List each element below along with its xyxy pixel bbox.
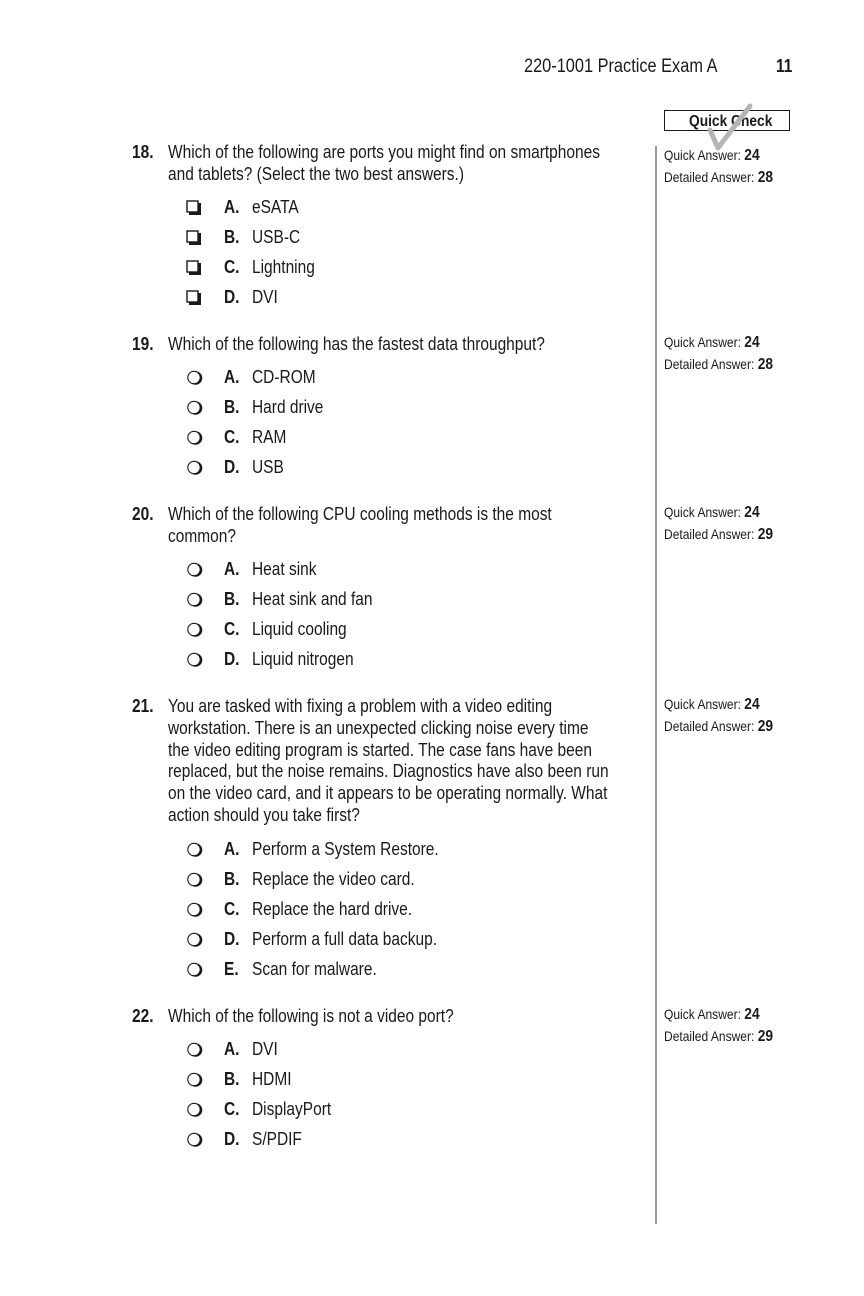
option-text: DVI (252, 1039, 278, 1059)
option-letter: E. (224, 959, 239, 979)
answer-option[interactable] (0, 397, 640, 423)
answer-checkbox[interactable] (185, 228, 203, 246)
quick-answer-label: Quick Answer: (664, 696, 741, 712)
answer-option[interactable] (0, 367, 640, 393)
option-text: Lightning (252, 257, 315, 277)
option-text: Liquid cooling (252, 619, 347, 639)
answer-option[interactable] (0, 1039, 640, 1065)
option-text: HDMI (252, 1069, 292, 1089)
detailed-answer-page: 29 (757, 526, 774, 543)
detailed-answer-page: 29 (757, 718, 774, 735)
option-letter: A. (224, 559, 240, 579)
answer-option[interactable] (0, 1129, 640, 1155)
option-letter: D. (224, 287, 240, 307)
quick-answer-row (664, 504, 827, 526)
option-letter: C. (224, 619, 240, 639)
answer-option[interactable] (0, 869, 640, 895)
answer-radio[interactable] (185, 1100, 203, 1118)
quick-answer-row (664, 696, 827, 718)
question-text-line: replaced, but the noise remains. Diagnostics have also been run (168, 761, 609, 782)
question-text-line: common? (168, 525, 236, 546)
option-text: DVI (252, 287, 278, 307)
option-text: USB-C (252, 227, 301, 247)
quick-check-reference (664, 504, 854, 548)
option-letter: D. (224, 1129, 240, 1149)
option-letter: B. (224, 227, 240, 247)
option-letter: A. (224, 367, 240, 387)
answer-option[interactable] (0, 559, 640, 585)
answer-radio[interactable] (185, 650, 203, 668)
option-text: Perform a System Restore. (252, 839, 439, 859)
option-text: eSATA (252, 197, 299, 217)
quick-answer-page: 24 (744, 147, 760, 164)
option-letter: D. (224, 929, 240, 949)
detailed-answer-page: 28 (757, 169, 774, 186)
answer-option[interactable] (0, 619, 640, 645)
question-number: 18. (132, 142, 154, 162)
question-text (168, 696, 708, 827)
answer-option[interactable] (0, 287, 640, 313)
answer-radio[interactable] (185, 870, 203, 888)
option-letter: C. (224, 257, 240, 277)
option-letter: C. (224, 427, 240, 447)
quick-check-reference (664, 147, 854, 191)
question-text-line: Which of the following has the fastest data throughput? (168, 334, 545, 354)
answer-checkbox[interactable] (185, 198, 203, 216)
answer-option[interactable] (0, 257, 640, 283)
option-text: Hard drive (252, 397, 324, 417)
option-letter: B. (224, 1069, 240, 1089)
option-text: CD-ROM (252, 367, 316, 387)
question-text-line: Which of the following CPU cooling methods is the most (168, 504, 552, 524)
answer-radio[interactable] (185, 398, 203, 416)
quick-check-reference (664, 1006, 854, 1050)
detailed-answer-label: Detailed Answer: (664, 356, 755, 372)
question-text-line: action should you take first? (168, 804, 360, 825)
answer-option[interactable] (0, 1099, 640, 1125)
answer-option[interactable] (0, 899, 640, 925)
answer-radio[interactable] (185, 1130, 203, 1148)
option-text: USB (252, 457, 284, 477)
option-text: Heat sink (252, 559, 317, 579)
option-letter: A. (224, 197, 240, 217)
answer-radio[interactable] (185, 1040, 203, 1058)
checkmark-icon (700, 102, 760, 152)
question-text (168, 142, 708, 186)
quick-check-reference (664, 696, 854, 740)
answer-radio[interactable] (185, 368, 203, 386)
detailed-answer-row (664, 1028, 827, 1050)
question-number: 20. (132, 504, 154, 524)
quick-answer-page: 24 (744, 504, 760, 521)
question-text-line: on the video card, and it appears to be operating normally. What (168, 783, 608, 804)
answer-option[interactable] (0, 929, 640, 955)
option-text: Perform a full data backup. (252, 929, 438, 949)
quick-check-label: Quick Check (689, 113, 773, 130)
answer-option[interactable] (0, 227, 640, 253)
option-letter: D. (224, 649, 240, 669)
answer-radio[interactable] (185, 900, 203, 918)
question-text-line: the video editing program is started. The case fans have been (168, 739, 592, 760)
detailed-answer-row (664, 169, 827, 191)
option-letter: B. (224, 869, 240, 889)
option-text: RAM (252, 427, 287, 447)
option-letter: B. (224, 589, 240, 609)
question-number: 22. (132, 1006, 154, 1026)
quick-answer-label: Quick Answer: (664, 334, 741, 350)
quick-answer-row (664, 334, 827, 356)
answer-radio[interactable] (185, 840, 203, 858)
question-text (168, 334, 708, 356)
answer-option[interactable] (0, 839, 640, 865)
quick-answer-row (664, 1006, 827, 1028)
answer-radio[interactable] (185, 590, 203, 608)
quick-answer-label: Quick Answer: (664, 1006, 741, 1022)
question-text-line: Which of the following is not a video port? (168, 1006, 454, 1026)
answer-checkbox[interactable] (185, 258, 203, 276)
detailed-answer-page: 29 (757, 1028, 774, 1045)
answer-radio[interactable] (185, 930, 203, 948)
option-text: DisplayPort (252, 1099, 332, 1119)
quick-answer-label: Quick Answer: (664, 147, 741, 163)
answer-radio[interactable] (185, 458, 203, 476)
question-text (168, 504, 708, 548)
question-text-line: You are tasked with fixing a problem with a video editing (168, 696, 553, 716)
answer-option[interactable] (0, 457, 640, 483)
question-text-line: and tablets? (Select the two best answers.) (168, 163, 465, 184)
detailed-answer-row (664, 356, 827, 378)
option-letter: C. (224, 1099, 240, 1119)
answer-option[interactable] (0, 589, 640, 615)
quick-answer-page: 24 (744, 696, 760, 713)
quick-answer-label: Quick Answer: (664, 504, 741, 520)
option-letter: C. (224, 899, 240, 919)
answer-radio[interactable] (185, 560, 203, 578)
answer-checkbox[interactable] (185, 288, 203, 306)
option-letter: D. (224, 457, 240, 477)
quick-check-reference (664, 334, 854, 378)
option-text: Replace the hard drive. (252, 899, 413, 919)
detailed-answer-label: Detailed Answer: (664, 526, 755, 542)
answer-option[interactable] (0, 427, 640, 453)
answer-radio[interactable] (185, 620, 203, 638)
question-number: 19. (132, 334, 154, 354)
question-text-line: Which of the following are ports you might find on smartphones (168, 142, 600, 162)
question-text (168, 1006, 708, 1028)
option-text: S/PDIF (252, 1129, 302, 1149)
answer-option[interactable] (0, 197, 640, 223)
option-letter: A. (224, 839, 240, 859)
detailed-answer-label: Detailed Answer: (664, 169, 755, 185)
detailed-answer-row (664, 526, 827, 548)
answer-radio[interactable] (185, 1070, 203, 1088)
option-letter: A. (224, 1039, 240, 1059)
answer-radio[interactable] (185, 428, 203, 446)
question-number: 21. (132, 696, 154, 716)
detailed-answer-label: Detailed Answer: (664, 718, 755, 734)
detailed-answer-page: 28 (757, 356, 774, 373)
detailed-answer-row (664, 718, 827, 740)
option-text: Replace the video card. (252, 869, 415, 889)
running-title: 220-1001 Practice Exam A (524, 56, 718, 77)
quick-answer-page: 24 (744, 334, 760, 351)
question-text-line: workstation. There is an unexpected clicking noise every time (168, 717, 589, 738)
detailed-answer-label: Detailed Answer: (664, 1028, 755, 1044)
option-text: Heat sink and fan (252, 589, 373, 609)
option-text: Liquid nitrogen (252, 649, 354, 669)
answer-option[interactable] (0, 1069, 640, 1095)
quick-answer-row (664, 147, 827, 169)
option-letter: B. (224, 397, 240, 417)
page-header (0, 56, 864, 80)
answer-radio[interactable] (185, 960, 203, 978)
quick-answer-page: 24 (744, 1006, 760, 1023)
answer-option[interactable] (0, 959, 640, 985)
page-number: 11 (776, 56, 793, 76)
answer-option[interactable] (0, 649, 640, 675)
margin-rule (655, 146, 657, 1224)
option-text: Scan for malware. (252, 959, 377, 979)
